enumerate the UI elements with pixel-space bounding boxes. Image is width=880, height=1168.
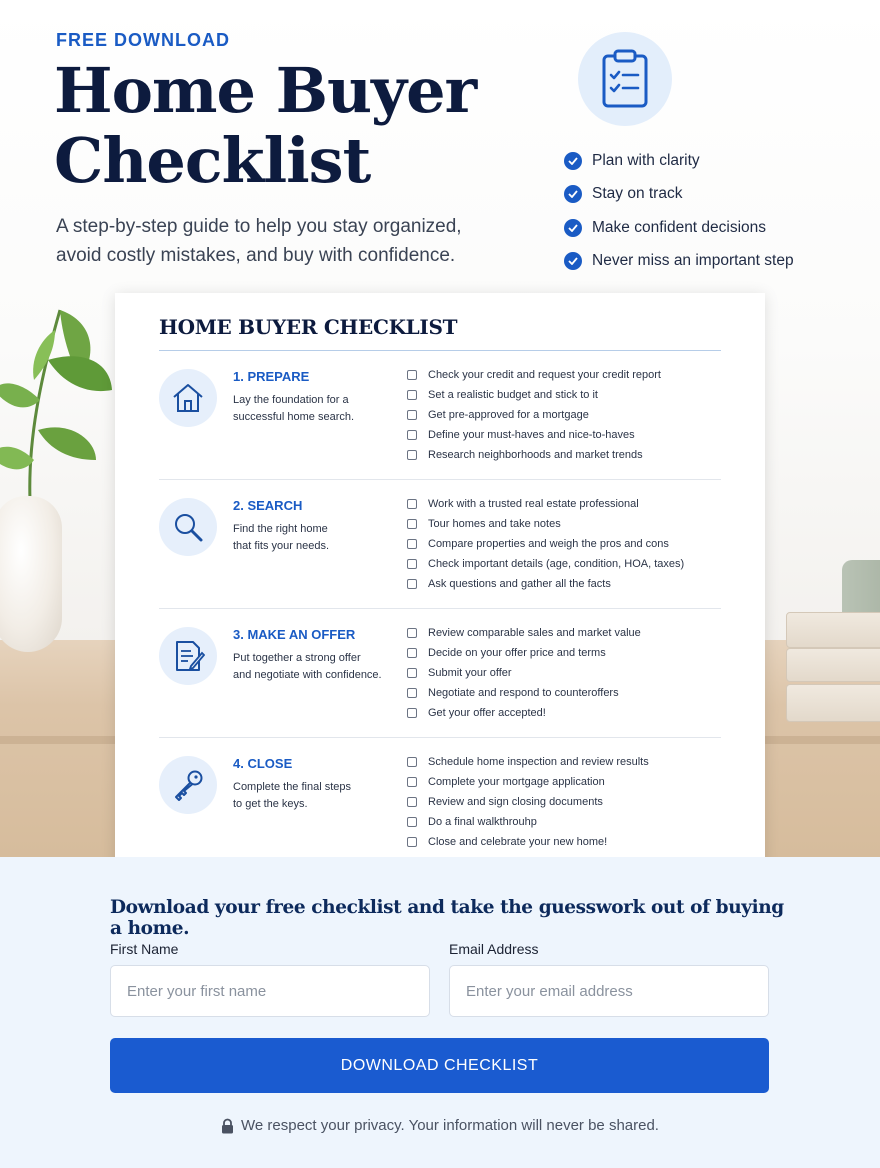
section-description-line: to get the keys. [233,798,308,810]
checkbox[interactable] [407,648,417,658]
checklist-item[interactable] [407,812,649,832]
checklist-item-label: Ask questions and gather all the facts [428,578,611,590]
checklist-item[interactable] [407,772,649,792]
benefits-list [564,144,794,278]
checklist-item-label: Set a realistic budget and stick to it [428,389,598,401]
clipboard-badge [578,32,672,126]
section-text [233,623,393,725]
checkbox[interactable] [407,837,417,847]
section-checklist [407,365,661,467]
checkbox[interactable] [407,450,417,460]
checklist-section-search [159,480,721,609]
checklist-item[interactable] [407,494,684,514]
checklist-item-label: Do a final walkthrouhp [428,816,537,828]
check-circle-icon [564,152,582,170]
email-label: Email Address [449,941,539,957]
section-description-line: and negotiate with confidence. [233,669,382,681]
checklist-item[interactable] [407,445,661,465]
checkbox[interactable] [407,579,417,589]
section-text [233,752,393,855]
checkbox[interactable] [407,817,417,827]
clipboard-checklist-icon [600,48,650,110]
checkbox[interactable] [407,410,417,420]
benefit-label: Make confident decisions [592,218,767,236]
checkbox[interactable] [407,668,417,678]
section-summary [159,752,407,855]
section-description-line: Put together a strong offer [233,652,361,664]
section-description-line: Lay the foundation for a [233,394,349,406]
checklist-item-label: Research neighborhoods and market trends [428,449,643,461]
checklist-item-label: Get your offer accepted! [428,707,546,719]
checklist-item-label: Complete your mortgage application [428,776,605,788]
checkbox[interactable] [407,430,417,440]
checklist-item-label: Check important details (age, condition, HOA, taxes) [428,558,685,570]
lock-icon [221,1118,234,1134]
section-description [233,521,393,555]
download-form-panel [0,857,880,1168]
benefit-item [564,211,794,245]
privacy-note [0,1117,880,1134]
checkbox[interactable] [407,777,417,787]
checklist-item[interactable] [407,534,684,554]
checklist-item-label: Decide on your offer price and terms [428,647,606,659]
benefit-label: Never miss an important step [592,252,794,270]
privacy-text: We respect your privacy. Your information will never be shared. [241,1117,659,1134]
checkbox[interactable] [407,539,417,549]
checklist-item-label: Tour homes and take notes [428,518,561,530]
section-summary [159,494,407,596]
page-title-line: Checklist [54,124,371,197]
checklist-item-label: Review and sign closing documents [428,796,603,808]
key-icon [159,756,217,814]
book-image [786,648,880,682]
checklist-item-label: Close and celebrate your new home! [428,836,608,848]
section-text [233,365,393,467]
checklist-item-label: Define your must-haves and nice-to-haves [428,429,635,441]
first-name-input[interactable] [110,965,430,1017]
checklist-item[interactable] [407,405,661,425]
benefit-item [564,178,794,212]
download-checklist-button[interactable]: DOWNLOAD CHECKLIST [110,1038,769,1093]
section-text [233,494,393,596]
checkbox[interactable] [407,499,417,509]
house-icon [159,369,217,427]
page-subtitle-line: avoid costly mistakes, and buy with confidence. [56,245,456,266]
check-circle-icon [564,185,582,203]
checklist-section-close [159,738,721,867]
checkbox[interactable] [407,559,417,569]
checklist-item[interactable] [407,752,649,772]
checklist-item[interactable] [407,623,641,643]
checkbox[interactable] [407,628,417,638]
checkbox[interactable] [407,370,417,380]
checklist-section-prepare [159,351,721,480]
magnifier-icon [159,498,217,556]
checklist-item[interactable] [407,832,649,852]
document-pen-icon [159,627,217,685]
section-summary [159,365,407,467]
section-heading: 3. MAKE AN OFFER [233,627,356,642]
checklist-item-label: Get pre-approved for a mortgage [428,409,589,421]
page-subtitle [56,212,486,270]
benefit-item [564,245,794,279]
checkbox[interactable] [407,757,417,767]
checklist-item-label: Schedule home inspection and review results [428,756,649,768]
checklist-item[interactable] [407,703,641,723]
checkbox[interactable] [407,797,417,807]
section-description-line: Find the right home [233,523,328,535]
section-checklist [407,623,641,725]
checklist-item-label: Negotiate and respond to counteroffers [428,687,619,699]
checklist-document [115,293,765,873]
email-input[interactable] [449,965,769,1017]
form-heading: Download your free checklist and take the guesswork out of buying a home. [110,897,784,939]
section-heading: 4. CLOSE [233,756,293,771]
section-description [233,392,393,426]
section-description [233,650,393,684]
checklist-item[interactable] [407,514,684,534]
plant-leaves-image [0,290,120,510]
checklist-item-label: Check your credit and request your credit report [428,369,661,381]
eyebrow-label: FREE DOWNLOAD [56,30,230,50]
first-name-label: First Name [110,941,179,957]
checklist-item[interactable] [407,663,641,683]
checklist-item-label: Review comparable sales and market value [428,627,641,639]
benefit-item [564,144,794,178]
section-description [233,779,393,813]
section-summary [159,623,407,725]
checklist-item-label: Compare properties and weigh the pros and cons [428,538,669,550]
checklist-item[interactable] [407,425,661,445]
checkbox[interactable] [407,688,417,698]
checklist-item[interactable] [407,554,684,574]
book-image [786,684,880,722]
section-description-line: successful home search. [233,411,355,423]
check-circle-icon [564,252,582,270]
page-title-line: Home Buyer [54,54,477,127]
section-heading: 1. PREPARE [233,369,310,384]
section-description-line: Complete the final steps [233,781,352,793]
checklist-item[interactable] [407,365,661,385]
page-title [54,56,514,196]
checklist-item[interactable] [407,683,641,703]
benefit-label: Plan with clarity [592,151,700,169]
section-checklist [407,494,684,596]
checkbox[interactable] [407,390,417,400]
checklist-item[interactable] [407,792,649,812]
section-checklist [407,752,649,855]
benefit-label: Stay on track [592,185,683,203]
checklist-item[interactable] [407,643,641,663]
checklist-item-label: Submit your offer [428,667,512,679]
checkbox[interactable] [407,708,417,718]
page-subtitle-line: A step-by-step guide to help you stay organized, [56,216,462,237]
checklist-title: HOME BUYER CHECKLIST [159,315,721,351]
checklist-item[interactable] [407,385,661,405]
checkbox[interactable] [407,519,417,529]
check-circle-icon [564,219,582,237]
book-image [786,612,880,648]
section-heading: 2. SEARCH [233,498,303,513]
checklist-item-label: Work with a trusted real estate professional [428,498,639,510]
checklist-item[interactable] [407,574,684,594]
vase-image [0,496,62,652]
checklist-section-make-offer [159,609,721,738]
section-description-line: that fits your needs. [233,540,329,552]
